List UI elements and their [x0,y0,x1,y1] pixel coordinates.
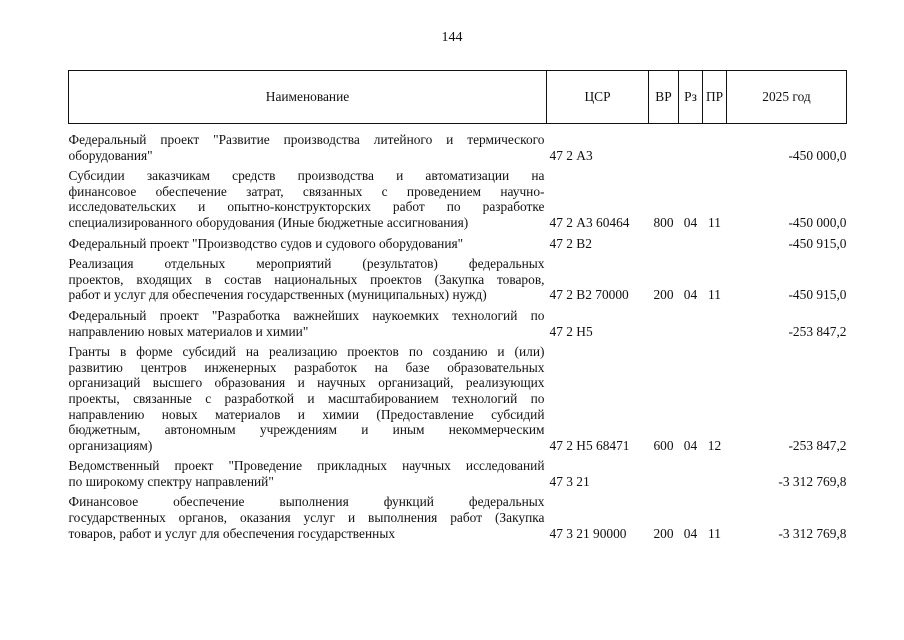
table-row [69,168,847,230]
cell-rz [679,124,703,164]
cell-pr: 11 [708,214,721,230]
cell-name [69,168,547,230]
header-year: 2025 год [727,71,847,124]
cell-name [69,256,547,303]
name-line: специализированного оборудования (Иные бюджетные ассигнования) [68,214,469,230]
cell-amount: -3 312 769,8 [778,473,847,489]
header-name: Наименование [69,71,547,124]
cell-name [69,494,547,541]
name-line: финансовое обеспечение затрат, связанных с проведением научно- [68,183,545,199]
name-line: Федеральный проект "Развитие производства литейного и термического [68,132,545,147]
cell-rz [679,458,703,489]
cell-csr: 47 2 А3 60464 [549,214,630,230]
cell-csr: 47 2 А3 [549,147,593,163]
cell-amount: -450 915,0 [788,287,847,303]
cell-rz: 04 [683,287,698,303]
name-line: работ и услуг для обеспечения государственных (муниципальных) нужд) [68,287,487,303]
cell-pr [703,308,727,339]
name-line: Реализация отдельных мероприятий (результатов) федеральных [68,256,545,272]
cell-amount: -3 312 769,8 [778,525,847,541]
name-line: Ведомственный проект "Проведение прикладных научных исследований [68,458,545,474]
header-rz: Рз [679,71,703,124]
name-line: проектов, входящих в состав национальных проектов (Закупка товаров, [68,271,545,287]
cell-name [69,308,547,339]
cell-amount: -253 847,2 [788,437,847,453]
table-row [69,308,847,339]
cell-name [69,458,547,489]
cell-csr: 47 2 В2 70000 [549,287,629,303]
cell-pr: 11 [708,287,721,303]
cell-rz: 04 [683,214,698,230]
cell-pr [703,124,727,164]
name-line: направлению новых материалов и химии" [68,323,309,339]
cell-pr [703,458,727,489]
cell-vr: 200 [653,287,674,303]
cell-pr: 12 [707,437,722,453]
cell-amount: -450 000,0 [788,147,847,163]
header-vr: ВР [649,71,679,124]
name-line: организаций высшего образования и научных организаций, реализующих [68,375,545,391]
cell-vr [649,308,679,339]
name-line: направлению новых материалов и химии (Предоставление субсидий [68,406,545,422]
table-row [69,344,847,453]
name-line: Федеральный проект "Производство судов и судового оборудования" [68,235,464,251]
header-csr: ЦСР [547,71,649,124]
cell-name [69,124,547,164]
name-line: бюджетным, автономным учреждениям и иным некоммерческим [68,422,545,438]
cell-csr: 47 2 В2 [549,235,592,251]
cell-vr: 800 [653,214,674,230]
name-line: Финансовое обеспечение выполнения функций федеральных [68,494,545,510]
table-header-row [69,71,847,124]
cell-vr [649,458,679,489]
name-line: по широкому спектру направлений" [68,473,274,489]
cell-amount: -450 915,0 [788,235,847,251]
cell-pr [703,236,727,252]
cell-vr: 600 [653,437,674,453]
cell-rz: 04 [683,525,698,541]
table-row [69,494,847,541]
cell-name [69,344,547,453]
header-pr: ПР [703,71,727,124]
table-body [69,124,847,542]
name-line: товаров, работ и услуг для обеспечения государственных [68,525,396,541]
cell-csr: 47 2 Н5 [549,323,593,339]
name-line: организациям) [68,437,153,453]
name-line: Гранты в форме субсидий на реализацию проектов по созданию и (или) [68,344,545,360]
cell-amount: -253 847,2 [788,323,847,339]
budget-table [68,70,847,541]
name-line: проекты, связанные с разработкой и масштабированием технологий по [68,390,545,406]
cell-vr [649,236,679,252]
name-line: государственных органов, оказания услуг и выполнения работ (Закупка [68,510,545,526]
cell-pr: 11 [708,525,721,541]
name-line: Федеральный проект "Разработка важнейших наукоемких технологий по [68,307,545,323]
cell-csr: 47 3 21 [549,473,590,489]
table-row [69,458,847,489]
cell-name [69,236,547,252]
cell-rz [679,308,703,339]
cell-vr: 200 [653,525,674,541]
name-line: оборудования" [68,147,153,163]
cell-vr [649,124,679,164]
cell-csr: 47 2 Н5 68471 [549,437,630,453]
cell-amount: -450 000,0 [788,214,847,230]
page-number: 144 [441,30,463,45]
cell-rz [679,236,703,252]
table-row [69,124,847,164]
table-row [69,256,847,303]
cell-csr: 47 3 21 90000 [549,525,627,541]
cell-rz: 04 [683,437,698,453]
name-line: Субсидии заказчикам средств производства и автоматизации на [68,168,545,184]
name-line: исследовательских и опытно-конструкторских работ по разработке [68,199,545,215]
table-row [69,236,847,252]
name-line: развитию центров инженерных разработок на базе образовательных [68,359,545,375]
